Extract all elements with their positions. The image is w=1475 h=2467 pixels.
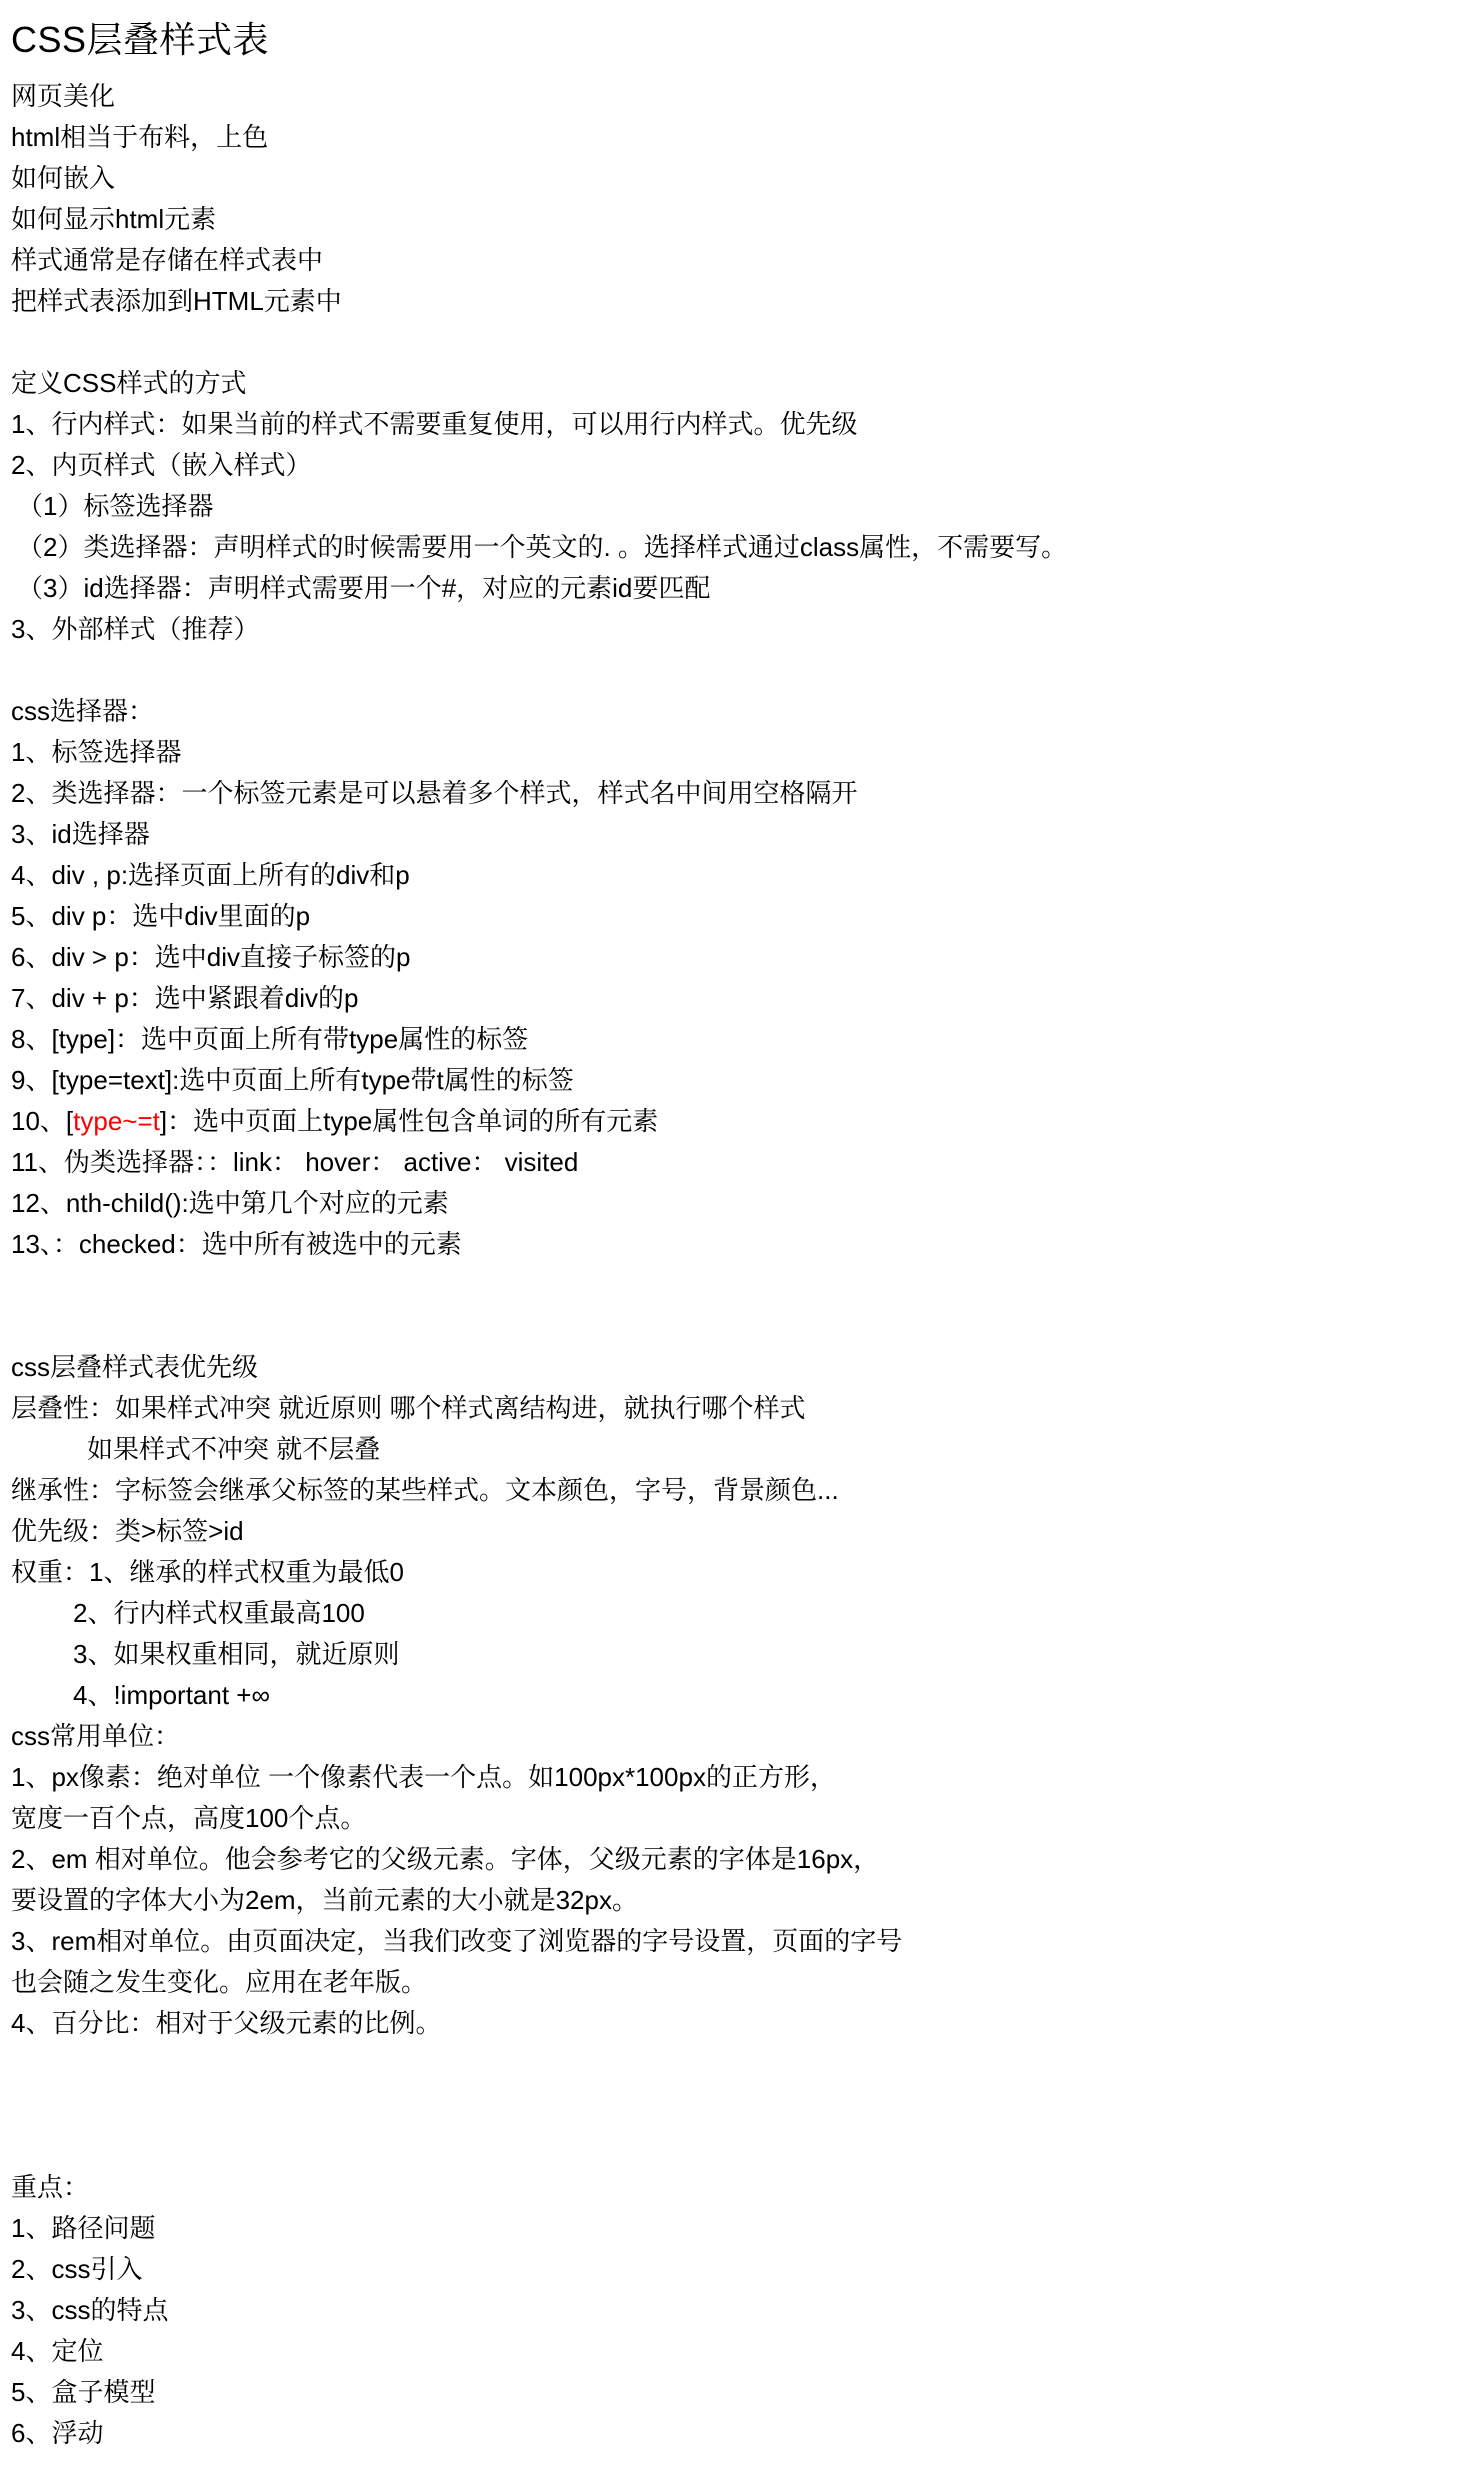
doc-line: 3、id选择器	[11, 819, 150, 849]
doc-line: 13、：checked：选中所有被选中的元素	[11, 1229, 462, 1259]
section-heading: 重点：	[11, 2172, 90, 2202]
doc-line: 2、css引入	[11, 2254, 143, 2284]
doc-line: 5、盒子模型	[11, 2377, 156, 2407]
blank-line	[11, 2085, 1459, 2126]
doc-line: 1、行内样式：如果当前的样式不需要重复使用，可以用行内样式。优先级	[11, 409, 858, 439]
doc-line: 4、div , p:选择页面上所有的div和p	[11, 860, 410, 890]
doc-line: 3、外部样式（推荐）	[11, 614, 260, 644]
doc-line: 3、css的特点	[11, 2295, 169, 2325]
doc-line: 也会随之发生变化。应用在老年版。	[11, 1967, 428, 1997]
doc-subline: （2）类选择器：声明样式的时候需要用一个英文的. 。选择样式通过class属性，不需要写。	[17, 532, 1068, 562]
doc-line: 6、div > p：选中div直接子标签的p	[11, 942, 411, 972]
doc-line: 4、百分比：相对于父级元素的比例。	[11, 2008, 442, 2038]
doc-line: 6、浮动	[11, 2418, 104, 2448]
doc-line-highlighted	[11, 1101, 1459, 1142]
highlighted-selector-text: type~=t	[73, 1106, 160, 1136]
doc-line: 1、px像素：绝对单位 一个像素代表一个点。如100px*100px的正方形，	[11, 1762, 836, 1792]
blank-line	[11, 2126, 1459, 2167]
line-suffix: ]：选中页面上type属性包含单词的所有元素	[159, 1106, 659, 1136]
doc-line: 权重：1、继承的样式权重为最低0	[11, 1557, 404, 1587]
doc-line: 9、[type=text]:选中页面上所有type带t属性的标签	[11, 1065, 574, 1095]
doc-subline: （1）标签选择器	[17, 491, 214, 521]
doc-line: 3、rem相对单位。由页面决定，当我们改变了浏览器的字号设置，页面的字号	[11, 1926, 903, 1956]
doc-subline: 如果样式不冲突 就不层叠	[87, 1434, 381, 1464]
blank-line	[11, 1265, 1459, 1306]
doc-line: 宽度一百个点，高度100个点。	[11, 1803, 367, 1833]
doc-line: 如何嵌入	[11, 163, 116, 193]
section-heading: css常用单位：	[11, 1721, 181, 1751]
doc-line: 11、伪类选择器：：link： hover： active： visited	[11, 1147, 579, 1177]
doc-line: html相当于布料，上色	[11, 122, 269, 152]
doc-line: 样式通常是存储在样式表中	[11, 245, 324, 275]
section-heading: css层叠样式表优先级	[11, 1352, 259, 1382]
doc-line: 优先级：类>标签>id	[11, 1516, 244, 1546]
section-heading: css选择器：	[11, 696, 155, 726]
doc-line: 7、div + p：选中紧跟着div的p	[11, 983, 359, 1013]
doc-line: 4、定位	[11, 2336, 104, 2366]
blank-line	[11, 1306, 1459, 1347]
blank-line	[11, 322, 1459, 363]
doc-line: 2、内页样式（嵌入样式）	[11, 450, 312, 480]
doc-line: 1、标签选择器	[11, 737, 182, 767]
doc-line: 层叠性：如果样式冲突 就近原则 哪个样式离结构进，就执行哪个样式	[11, 1393, 806, 1423]
doc-subline: 4、!important +∞	[73, 1680, 271, 1710]
doc-line: 把样式表添加到HTML元素中	[11, 286, 342, 316]
doc-line: 2、em 相对单位。他会参考它的父级元素。字体，父级元素的字体是16px，	[11, 1844, 880, 1874]
doc-subline: （3）id选择器：声明样式需要用一个#，对应的元素id要匹配	[17, 573, 711, 603]
doc-line: 12、nth-child():选中第几个对应的元素	[11, 1188, 449, 1218]
blank-line	[11, 2044, 1459, 2085]
doc-line: 继承性：字标签会继承父标签的某些样式。文本颜色，字号，背景颜色...	[11, 1475, 839, 1505]
doc-subline: 3、如果权重相同，就近原则	[73, 1639, 400, 1669]
doc-line: 8、[type]：选中页面上所有带type属性的标签	[11, 1024, 529, 1054]
doc-line: 5、div p：选中div里面的p	[11, 901, 311, 931]
doc-line: 1、路径问题	[11, 2213, 156, 2243]
doc-line: 要设置的字体大小为2em，当前元素的大小就是32px。	[11, 1885, 638, 1915]
page-title: CSS层叠样式表	[11, 19, 270, 60]
blank-line	[11, 650, 1459, 691]
doc-line: 网页美化	[11, 81, 116, 111]
doc-line: 如何显示html元素	[11, 204, 217, 234]
section-heading: 定义CSS样式的方式	[11, 368, 247, 398]
doc-line: 2、类选择器：一个标签元素是可以悬着多个样式，样式名中间用空格隔开	[11, 778, 858, 808]
doc-subline: 2、行内样式权重最高100	[73, 1598, 365, 1628]
line-prefix: 10、[	[11, 1106, 74, 1136]
